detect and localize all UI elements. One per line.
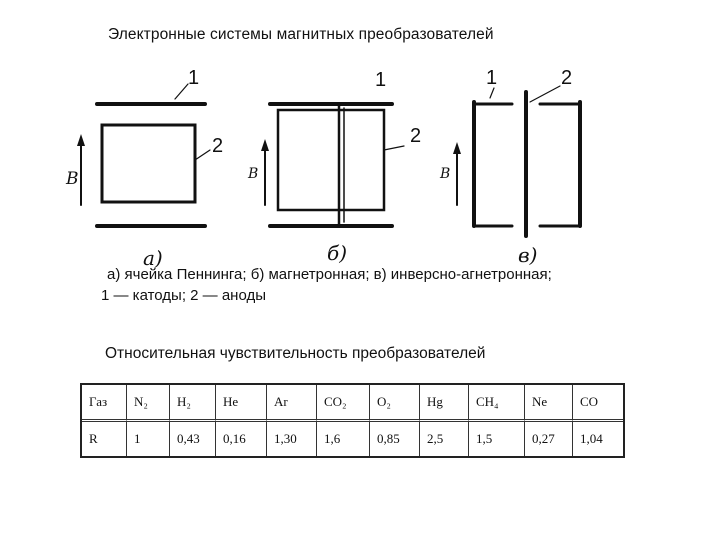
field-label: B bbox=[440, 166, 451, 182]
table-cell: Ne bbox=[525, 385, 573, 422]
label-1: 1 bbox=[188, 67, 200, 89]
table-cell: CH₄ bbox=[469, 385, 525, 422]
panel-a-label: а) bbox=[143, 246, 163, 270]
table-cell: 0,43 bbox=[170, 422, 216, 456]
label-2-leader bbox=[384, 146, 404, 150]
table-cell: 2,5 bbox=[420, 422, 469, 456]
field-label: B bbox=[66, 169, 79, 189]
caption-line-1: а) ячейка Пеннинга; б) магнетронная; в) инверсно-агнетронная; bbox=[107, 266, 552, 283]
table-cell: 1,6 bbox=[317, 422, 370, 456]
panel-b-label: б) bbox=[327, 241, 348, 265]
table-cell: Ar bbox=[267, 385, 317, 422]
table-cell: He bbox=[216, 385, 267, 422]
table-cell: 1 bbox=[127, 422, 170, 456]
panel-b-magnetron bbox=[261, 104, 404, 226]
field-arrow-head bbox=[453, 142, 461, 154]
table-cell: R bbox=[82, 422, 127, 456]
field-arrow-head bbox=[77, 134, 85, 146]
table-cell: Газ bbox=[82, 385, 127, 422]
table-row bbox=[82, 422, 623, 456]
table-cell: CO₂ bbox=[317, 385, 370, 422]
anode-box bbox=[278, 110, 384, 210]
table-cell: O₂ bbox=[370, 385, 420, 422]
label-2: 2 bbox=[410, 125, 422, 147]
table-cell: 0,27 bbox=[525, 422, 573, 456]
panel-a-penning bbox=[77, 84, 210, 226]
label-2: 2 bbox=[212, 135, 224, 157]
anode-box bbox=[102, 125, 195, 202]
table-cell: Hg bbox=[420, 385, 469, 422]
table-cell: 1,04 bbox=[580, 431, 603, 446]
table-cell: CO bbox=[573, 385, 623, 422]
table-cell: H₂ bbox=[170, 385, 216, 422]
label-2-leader bbox=[530, 86, 560, 102]
field-arrow-head bbox=[261, 139, 269, 151]
label-1: 1 bbox=[375, 69, 387, 91]
section-title: Относительная чувствительность преобразователей bbox=[105, 345, 486, 362]
page-title: Электронные системы магнитных преобразователей bbox=[108, 26, 494, 43]
panel-c-label: в) bbox=[518, 243, 538, 267]
label-1: 1 bbox=[486, 67, 498, 89]
table-cell: N₂ bbox=[127, 385, 170, 422]
table-cell: 0,85 bbox=[370, 422, 420, 456]
sensitivity-table bbox=[80, 383, 625, 458]
label-1-leader bbox=[175, 84, 188, 99]
table-header-row bbox=[82, 385, 623, 422]
table-cell: 1,5 bbox=[469, 422, 525, 456]
field-label: B bbox=[248, 166, 259, 182]
label-2-leader bbox=[195, 150, 210, 160]
label-1-leader bbox=[490, 88, 494, 98]
label-2: 2 bbox=[561, 67, 573, 89]
table-cell: 0,16 bbox=[216, 422, 267, 456]
panel-c-inverse-magnetron bbox=[453, 86, 580, 236]
caption-line-2: 1 — катоды; 2 — аноды bbox=[101, 287, 267, 304]
table-cell: 1,30 bbox=[267, 422, 317, 456]
